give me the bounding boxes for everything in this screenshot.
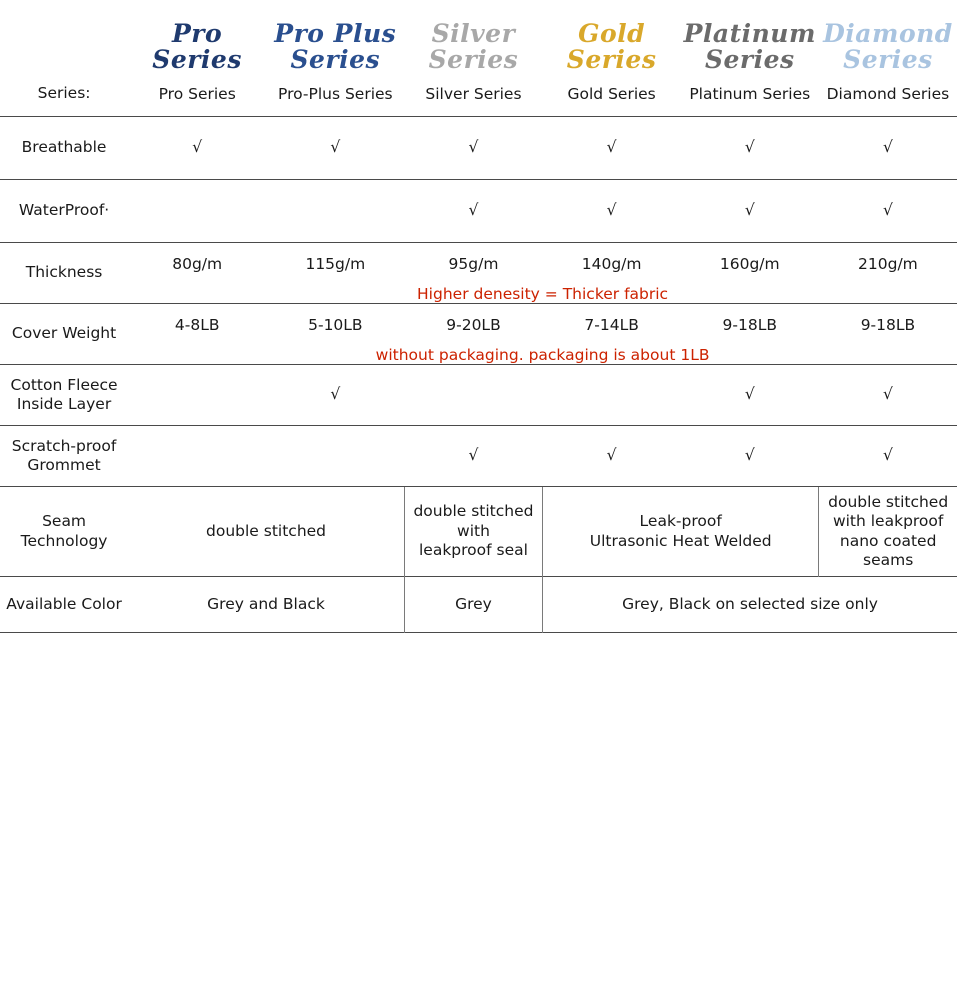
column-header-pro: Pro Series [158, 85, 236, 103]
row-note: without packaging. packaging is about 1LB [375, 346, 710, 364]
column-header-pro-plus: Pro-Plus Series [278, 85, 393, 103]
cell-value: √ [819, 117, 957, 180]
cell-value: √ [543, 180, 681, 243]
row-note: Higher denesity = Thicker fabric [417, 285, 669, 303]
logo-line-2: Series [290, 44, 381, 74]
logo-diamond-series [819, 21, 957, 72]
cell-value: double stitched with leakproof seal [404, 487, 542, 577]
cell-value [266, 426, 404, 487]
column-header-diamond: Diamond Series [826, 85, 950, 103]
row-label: Scratch-proof Grommet [0, 426, 128, 487]
cell-value: 9-20LB [404, 304, 542, 347]
logo-line-2: Series [428, 44, 519, 74]
table-note-row-thickness [0, 285, 957, 304]
series-label: Series: [37, 84, 91, 103]
cell-value: double stitched with leakproof nano coated seams [819, 487, 957, 577]
row-label: Seam Technology [0, 487, 128, 577]
column-header-gold: Gold Series [567, 85, 656, 103]
logo-line-1: Diamond [823, 19, 953, 48]
table-header-row [0, 72, 957, 117]
table-row-cotton-fleece [0, 365, 957, 426]
row-label: Thickness [0, 243, 128, 304]
table-row-available-color [0, 577, 957, 633]
table-note-row-cover-weight [0, 346, 957, 365]
logo-line-2: Series [843, 44, 933, 74]
cell-value: 115g/m [266, 243, 404, 286]
spec-table [0, 72, 957, 647]
logo-line-1: Pro [172, 19, 223, 48]
cell-value: double stitched [128, 487, 404, 577]
cell-value: 7-14LB [543, 304, 681, 347]
cell-value: √ [681, 365, 819, 426]
cell-value [266, 180, 404, 243]
cell-value: √ [819, 180, 957, 243]
logo-silver-series [404, 21, 542, 72]
logo-line-1: Silver [431, 19, 516, 48]
cell-value: Grey [404, 577, 542, 633]
cell-value: Grey and Black [128, 577, 404, 633]
logo-line-2: Series [704, 44, 795, 74]
row-label: Breathable [0, 117, 128, 180]
logo-pro-plus-series [266, 21, 404, 72]
cell-value: 140g/m [543, 243, 681, 286]
cell-value: √ [128, 117, 266, 180]
logo-line-2: Series [152, 44, 242, 74]
table-row-cover-weight [0, 304, 957, 347]
cell-value: √ [543, 426, 681, 487]
cell-value [404, 365, 542, 426]
logo-line-1: Gold [578, 19, 646, 48]
cell-value: 95g/m [404, 243, 542, 286]
cell-value: √ [404, 426, 542, 487]
row-label: Cover Weight [0, 304, 128, 365]
logo-gold-series [543, 21, 681, 72]
cell-value: 4-8LB [128, 304, 266, 347]
cell-value: √ [819, 426, 957, 487]
column-header-silver: Silver Series [425, 85, 522, 103]
cell-value: √ [404, 117, 542, 180]
table-row-scratch-proof-grommet [0, 426, 957, 487]
cell-value: √ [404, 180, 542, 243]
table-row-thickness [0, 243, 957, 286]
table-bottom-rule [0, 633, 957, 647]
row-label: Cotton Fleece Inside Layer [0, 365, 128, 426]
row-label: WaterProof· [0, 180, 128, 243]
cell-value: √ [266, 365, 404, 426]
cell-value: 210g/m [819, 243, 957, 286]
cell-value: 80g/m [128, 243, 266, 286]
table-row-seam-technology [0, 487, 957, 577]
logo-line-1: Pro Plus [274, 19, 397, 48]
column-header-platinum: Platinum Series [689, 85, 811, 103]
series-logo-row [0, 0, 957, 72]
cell-value: 160g/m [681, 243, 819, 286]
cell-value: 5-10LB [266, 304, 404, 347]
cell-value: Leak-proof Ultrasonic Heat Welded [543, 487, 819, 577]
logo-pro-series [128, 21, 266, 72]
cell-value: 9-18LB [819, 304, 957, 347]
cell-value: √ [266, 117, 404, 180]
cell-value: √ [681, 180, 819, 243]
cell-value: √ [681, 117, 819, 180]
table-bottom-rule-cell [0, 633, 957, 647]
table-row-waterproof [0, 180, 957, 243]
cell-value [128, 180, 266, 243]
table-row-breathable [0, 117, 957, 180]
cell-value: √ [819, 365, 957, 426]
cell-value [128, 365, 266, 426]
logo-platinum-series [681, 21, 819, 72]
cell-value: √ [543, 117, 681, 180]
cell-value: √ [681, 426, 819, 487]
cell-value [543, 365, 681, 426]
row-label: Available Color [0, 577, 128, 633]
cell-value [128, 426, 266, 487]
logo-line-1: Platinum [683, 19, 816, 48]
cell-value: Grey, Black on selected size only [543, 577, 957, 633]
logo-line-2: Series [566, 44, 657, 74]
cell-value: 9-18LB [681, 304, 819, 347]
